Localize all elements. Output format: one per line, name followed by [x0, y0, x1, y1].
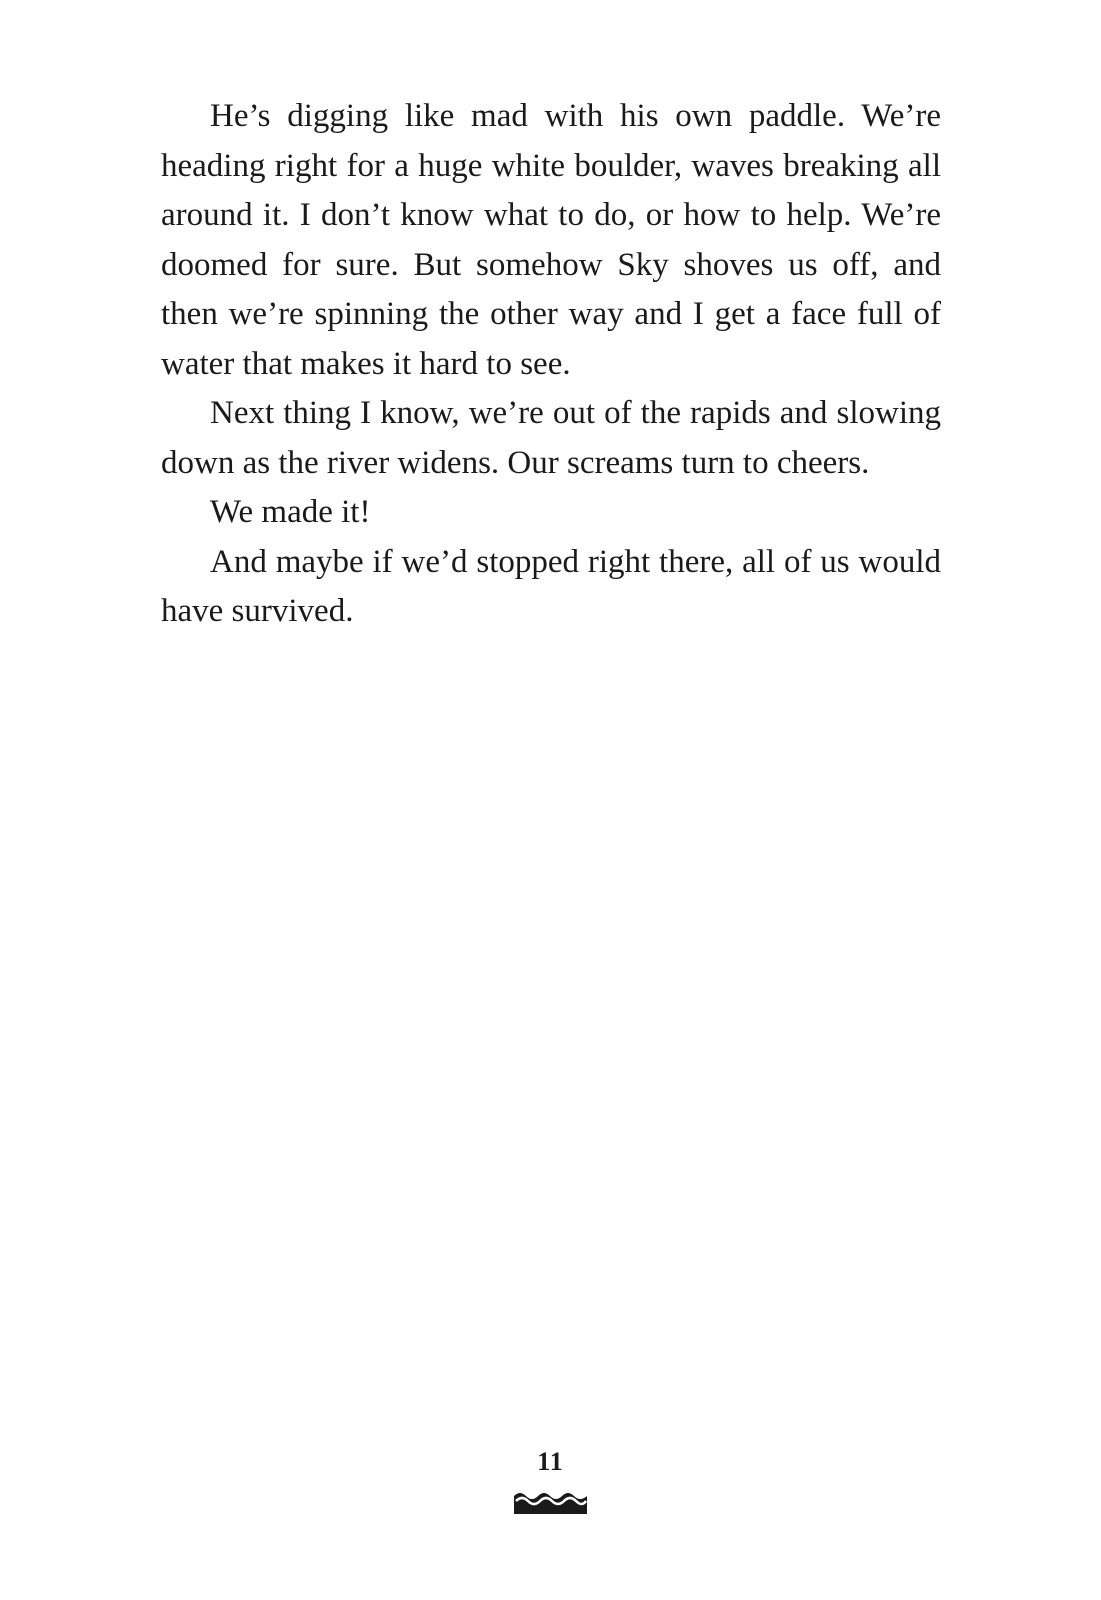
paragraph: We made it! [210, 494, 371, 530]
wave-ornament-icon [514, 1487, 587, 1514]
paragraph: And maybe if we’d stopped right there, all of us would have survived. [161, 543, 941, 629]
paragraph: Next thing I know, we’re out of the rapids and slowing down as the river widens. Our screams turn to cheers. [161, 395, 941, 481]
page-number: 11 [537, 1447, 564, 1476]
paragraph: He’s digging like mad with his own paddle. We’re heading right for a huge white boulder, waves breaking all around it. I don’t know what to do, or how to help. We’re doomed for sure. But somehow Sky shoves us off, and then we’re spinning the other way and I get a face full of water that makes it hard to see. [161, 98, 941, 382]
body-text [161, 92, 941, 637]
